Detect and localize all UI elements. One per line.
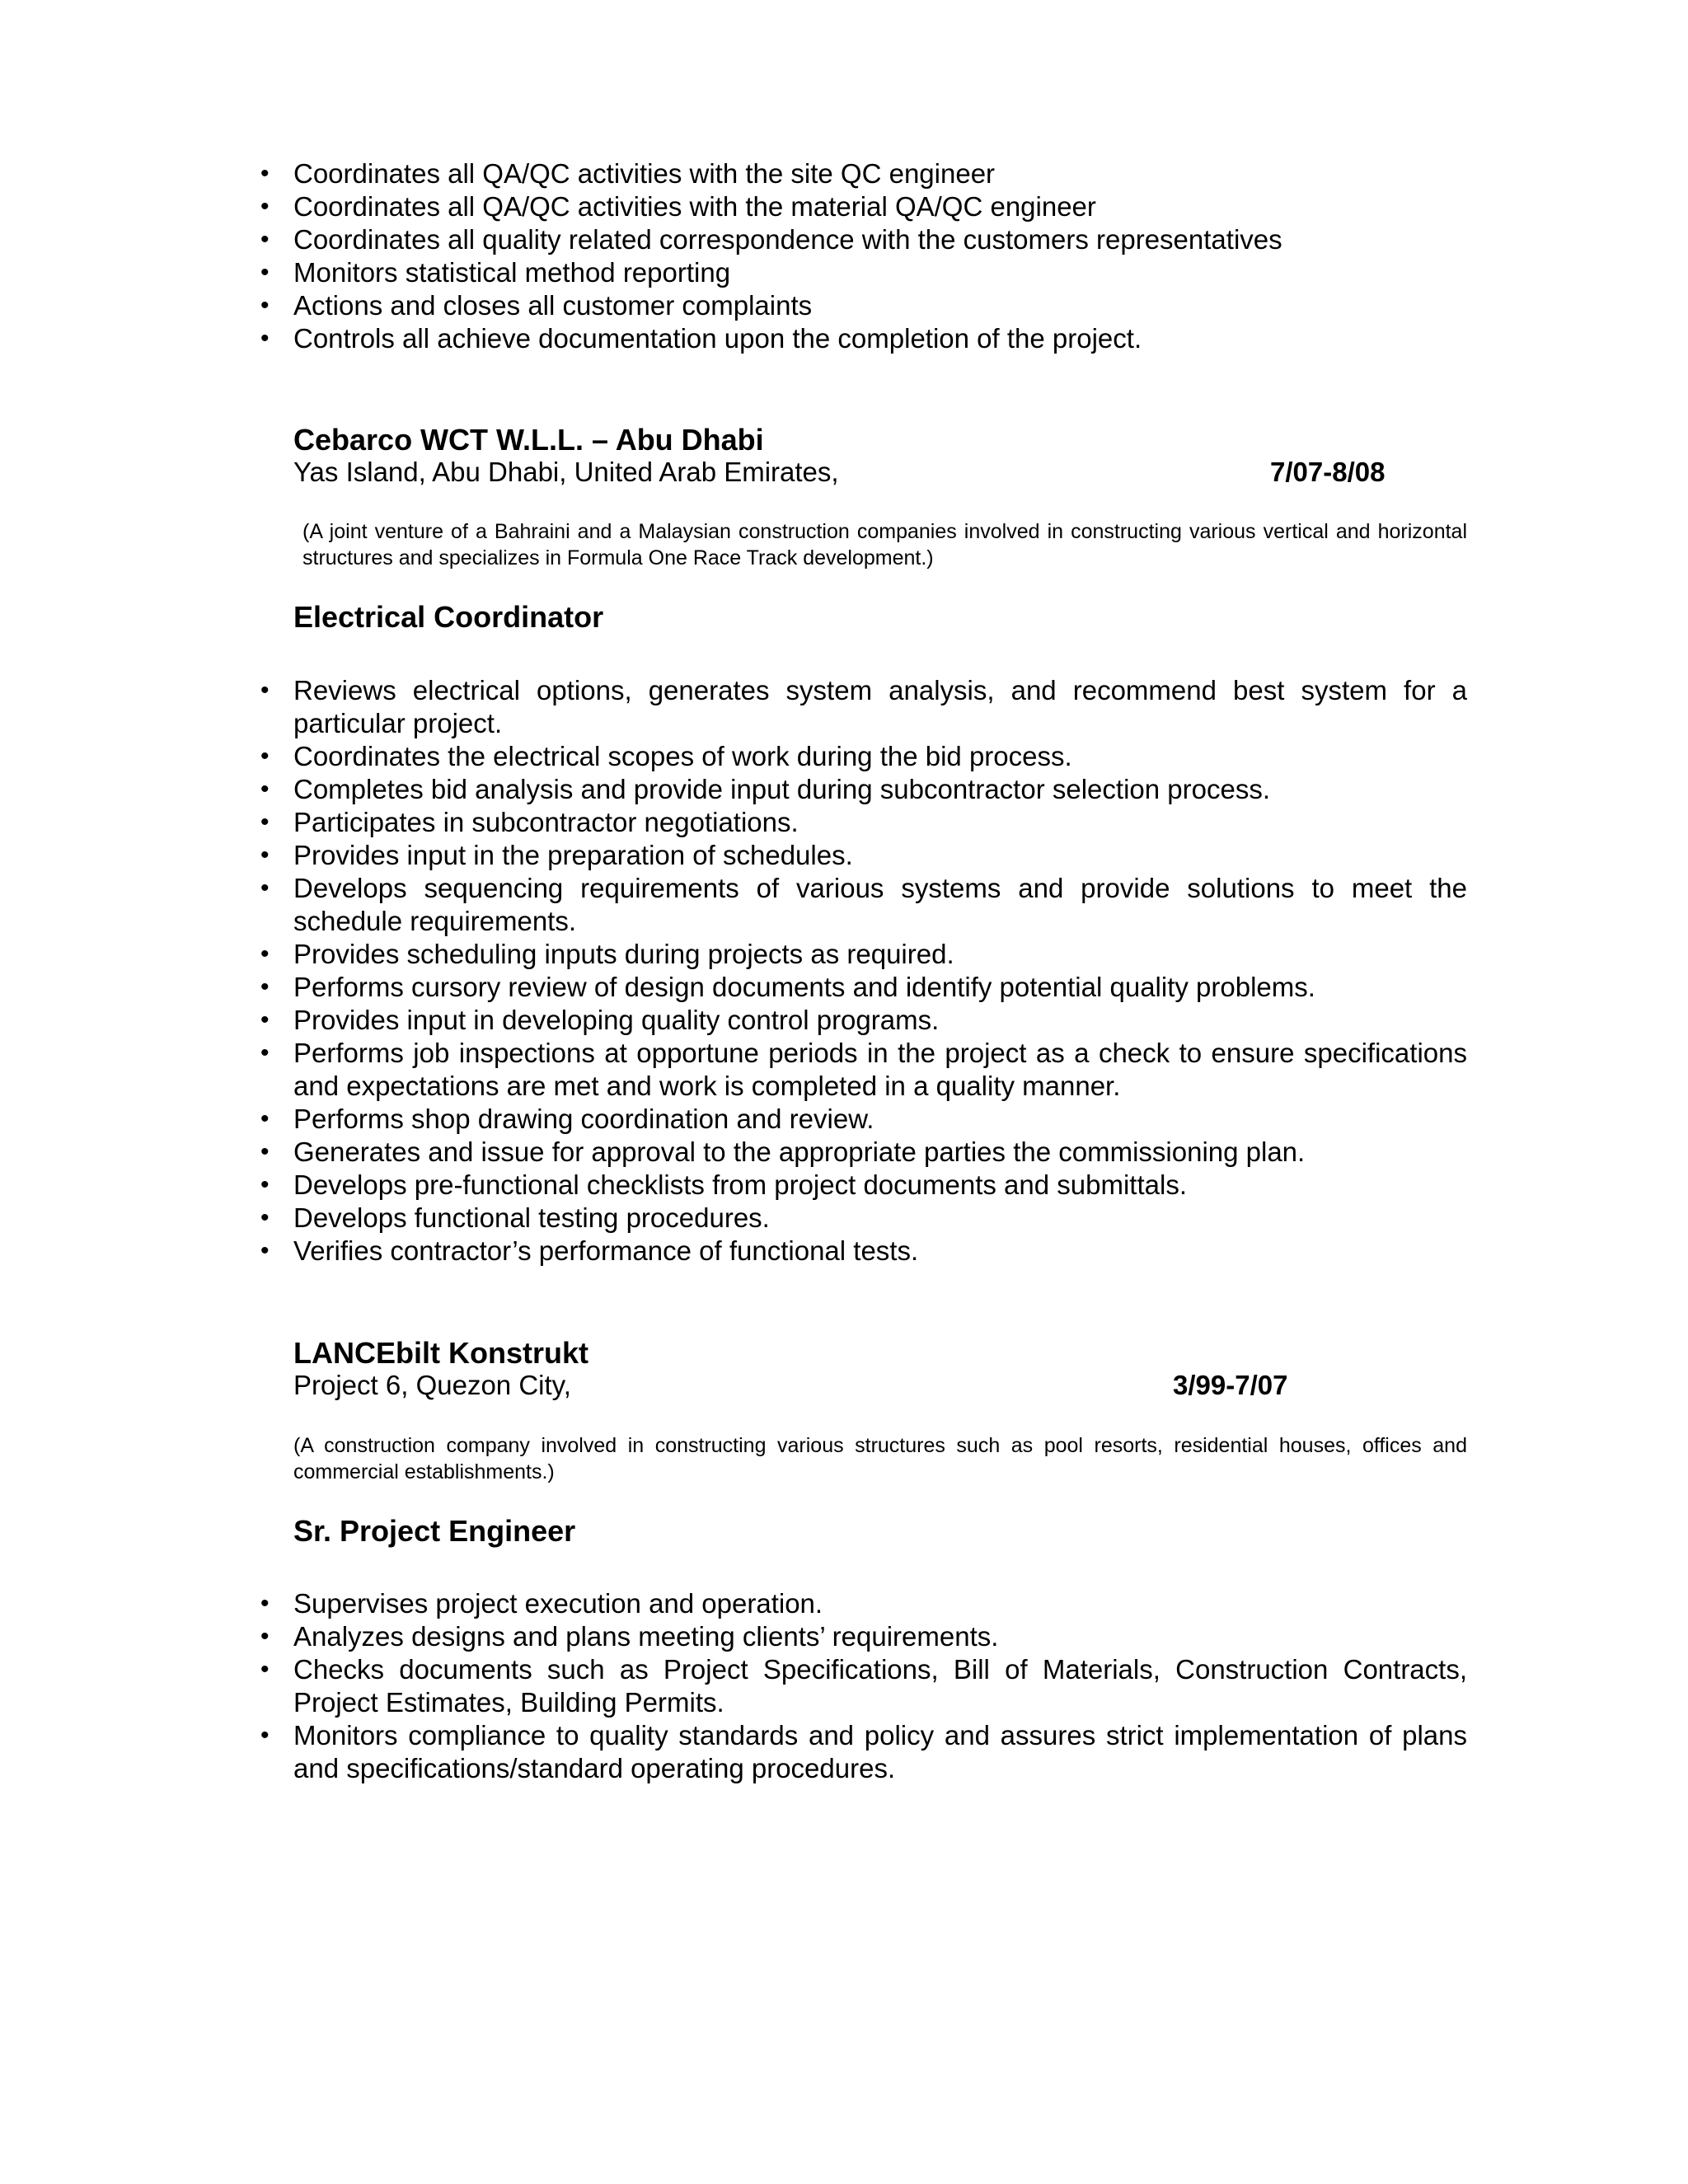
job2-description: (A construction company involved in constructing various structures such as pool resorts, residential houses, offices and commercial establishments.) (293, 1434, 1467, 1483)
job2-duties-list (293, 1587, 1467, 1785)
list-item: • Develops pre-functional checklists from project documents and submittals. (293, 1169, 1467, 1202)
list-item: • Reviews electrical options, generates system analysis, and recommend best system for a particular project. (293, 674, 1467, 740)
list-item: • Actions and closes all customer complaints (293, 289, 1467, 322)
list-item: • Coordinates all QA/QC activities with the material QA/QC engineer (293, 190, 1467, 223)
job1-location: Yas Island, Abu Dhabi, United Arab Emirates, (293, 457, 839, 487)
list-item: • Generates and issue for approval to the appropriate parties the commissioning plan. (293, 1136, 1467, 1169)
list-item: • Develops functional testing procedures. (293, 1202, 1467, 1235)
list-item: • Controls all achieve documentation upon the completion of the project. (293, 322, 1467, 355)
list-item: • Performs job inspections at opportune periods in the project as a check to ensure specifications and expectations are met and work is completed in a quality manner. (293, 1037, 1467, 1103)
job2-location: Project 6, Quezon City, (293, 1370, 571, 1400)
list-item: • Supervises project execution and operation. (293, 1587, 1467, 1620)
job2-company: LANCEbilt Konstrukt (293, 1336, 588, 1370)
job1-title: Electrical Coordinator (293, 600, 604, 634)
list-item: • Completes bid analysis and provide input during subcontractor selection process. (293, 773, 1467, 806)
list-item: • Performs cursory review of design documents and identify potential quality problems. (293, 971, 1467, 1004)
job1-description: (A joint venture of a Bahraini and a Malaysian construction companies involved in constructing various vertical and horizontal structures and specializes in Formula One Race Track development.) (302, 520, 1467, 569)
list-item: • Provides input in the preparation of schedules. (293, 839, 1467, 872)
list-item: • Coordinates all QA/QC activities with the site QC engineer (293, 157, 1467, 190)
list-item: • Coordinates the electrical scopes of work during the bid process. (293, 740, 1467, 773)
job1-dates: 7/07-8/08 (1270, 457, 1386, 487)
list-item: • Monitors compliance to quality standards and policy and assures strict implementation of plans and specifications/standard operating procedures. (293, 1719, 1467, 1785)
job2-title: Sr. Project Engineer (293, 1514, 576, 1548)
list-item: • Checks documents such as Project Specifications, Bill of Materials, Construction Contracts, Project Estimates, Building Permits. (293, 1653, 1467, 1719)
list-item: • Analyzes designs and plans meeting clients’ requirements. (293, 1620, 1467, 1653)
list-item: • Provides input in developing quality control programs. (293, 1004, 1467, 1037)
list-item: • Provides scheduling inputs during projects as required. (293, 938, 1467, 971)
list-item: • Coordinates all quality related correspondence with the customers representatives (293, 223, 1467, 256)
job1-company: Cebarco WCT W.L.L. – Abu Dhabi (293, 423, 764, 457)
qa-qc-duties-list (293, 157, 1467, 355)
list-item: • Monitors statistical method reporting (293, 256, 1467, 289)
job2-dates: 3/99-7/07 (1173, 1370, 1288, 1400)
list-item: • Verifies contractor’s performance of functional tests. (293, 1235, 1467, 1268)
list-item: • Performs shop drawing coordination and review. (293, 1103, 1467, 1136)
list-item: • Participates in subcontractor negotiations. (293, 806, 1467, 839)
list-item: • Develops sequencing requirements of various systems and provide solutions to meet the schedule requirements. (293, 872, 1467, 938)
job1-duties-list (293, 674, 1467, 1268)
